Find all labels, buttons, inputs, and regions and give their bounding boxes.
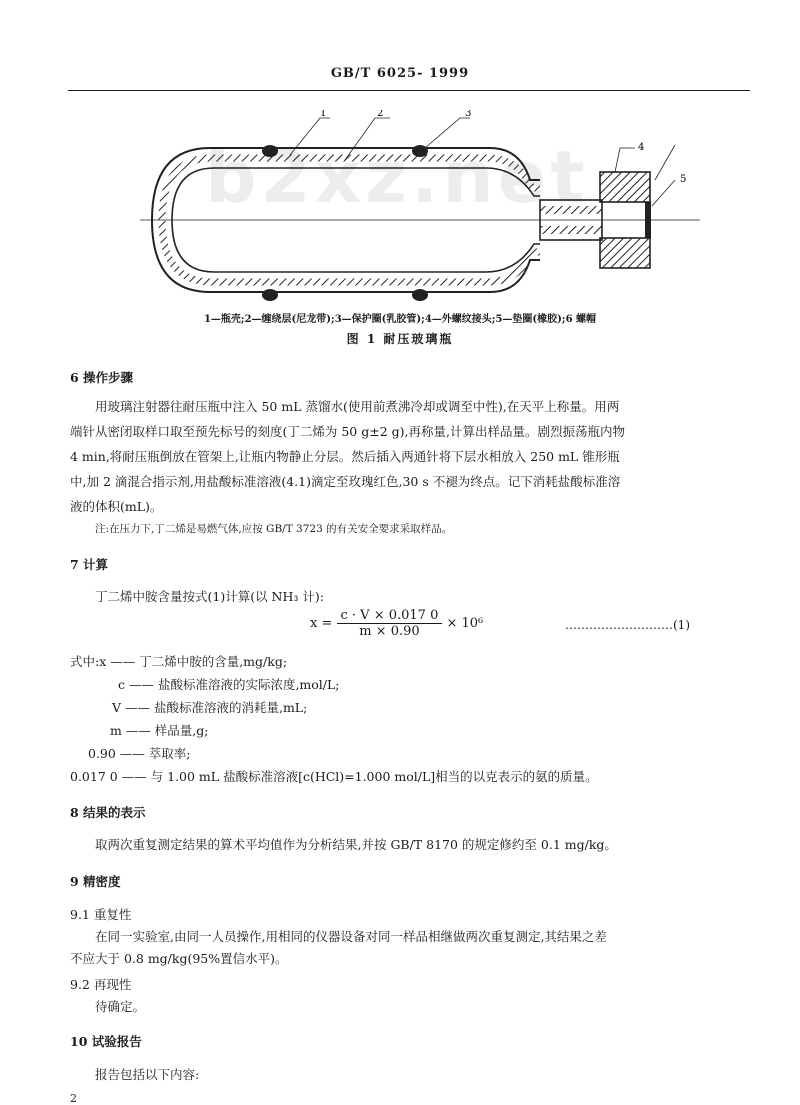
header-rule [68, 90, 750, 91]
section-7-intro: 丁二烯中胺含量按式(1)计算(以 NH₃ 计): [95, 589, 324, 604]
figure-legend: 1—瓶壳;2—缠绕层(尼龙带);3—保护圈(乳胶管);4—外螺纹接头;5—垫圈(橡胶);6 螺帽 [203, 314, 597, 325]
callout-2: 2 [377, 110, 384, 119]
formula-tail: × 10⁶ [446, 616, 484, 631]
section-6-line-5: 液的体积(mL)。 [70, 499, 163, 514]
formula-lhs: x = [310, 616, 333, 631]
section-6-body [70, 394, 625, 519]
section-6-note: 注:在压力下,丁二烯是易燃气体,应按 GB/T 3723 的有关安全要求采取样品。 [95, 523, 453, 535]
section-9-1-body [70, 926, 607, 970]
section-9-heading: 9 精密度 [70, 874, 121, 889]
section-10-heading: 10 试验报告 [70, 1034, 142, 1049]
variable-definitions [70, 650, 598, 788]
running-header: GB/T 6025- 1999 [330, 66, 470, 81]
section-6-line-4: 中,加 2 滴混合指示剂,用盐酸标准溶液(4.1)滴定至玫瑰红色,30 s 不褪为终点。记下消耗盐酸标准溶 [70, 474, 621, 489]
watermark: b2xz.net [205, 135, 589, 219]
section-9-1-line-1: 在同一实验室,由同一人员操作,用相同的仪器设备对同一样品相继做两次重复测定,其结果之差 [95, 929, 607, 944]
def-m: m —— 样品量,g; [110, 723, 209, 738]
callout-1: 1 [320, 110, 327, 119]
section-8-heading: 8 结果的表示 [70, 805, 146, 820]
def-constant: 0.017 0 —— 与 1.00 mL 盐酸标准溶液[c(HCl)=1.000 mol/L]相当的以克表示的氨的质量。 [70, 769, 598, 784]
callout-5: 5 [680, 174, 687, 185]
section-6-line-1: 用玻璃注射器往耐压瓶中注入 50 mL 蒸馏水(使用前煮沸冷却或调至中性),在天平上称量。用两 [95, 399, 620, 414]
section-6-heading: 6 操作步骤 [70, 370, 134, 385]
def-x: 式中:x —— 丁二烯中胺的含量,mg/kg; [70, 654, 288, 669]
section-8-text: 取两次重复测定结果的算术平均值作为分析结果,并按 GB/T 8170 的规定修约至 0.1 mg/kg。 [95, 837, 617, 852]
callout-3: 3 [465, 110, 472, 119]
def-ratio: 0.90 —— 萃取率; [88, 746, 191, 761]
section-10-text: 报告包括以下内容: [95, 1067, 200, 1082]
figure-title: 图 1 耐压玻璃瓶 [346, 332, 454, 346]
formula-number: ………………………(1) [565, 618, 690, 632]
page-number: 2 [70, 1092, 77, 1105]
def-v: V —— 盐酸标准溶液的消耗量,mL; [112, 700, 308, 715]
section-9-1-line-2: 不应大于 0.8 mg/kg(95%置信水平)。 [70, 951, 288, 966]
section-6-line-3: 4 min,将耐压瓶倒放在管架上,让瓶内物静止分层。然后插入两通针将下层水相放入 250 mL 锥形瓶 [70, 449, 620, 464]
def-c: c —— 盐酸标准溶液的实际浓度,mol/L; [118, 677, 340, 692]
formula-1 [310, 608, 483, 639]
section-6-line-2: 端针从密闭取样口取至预先标号的刻度(丁二烯为 50 g±2 g),再称量,计算出样品量。剧烈振荡瓶内物 [70, 424, 625, 439]
section-9-2-text: 待确定。 [95, 999, 146, 1014]
formula-denominator: m × 0.90 [359, 624, 420, 639]
formula-fraction [337, 608, 443, 639]
section-7-heading: 7 计算 [70, 557, 109, 572]
section-9-1-heading: 9.1 重复性 [70, 907, 132, 922]
section-9-2-heading: 9.2 再现性 [70, 977, 132, 992]
callout-4: 4 [638, 142, 645, 153]
formula-numerator: c · V × 0.017 0 [337, 608, 443, 624]
